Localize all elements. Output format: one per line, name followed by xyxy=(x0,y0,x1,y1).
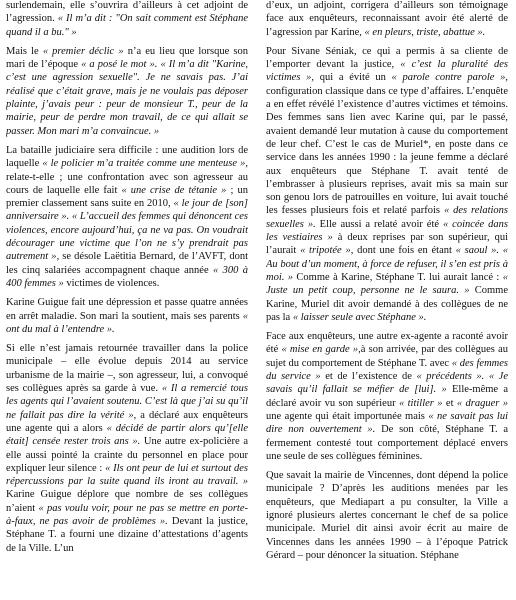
body-text: à deux reprises par son supérieur, qui l’aurait xyxy=(266,232,508,257)
body-text: Pour Sivane Séniak, ce qui a permis à sa cliente de l’emporter devant la justice, xyxy=(266,45,508,71)
body-text: Comme à Karine, Stéphane T. lui aurait lancé : xyxy=(293,271,503,283)
quote-text: « tripotée » xyxy=(300,245,351,257)
quote-text: « des femmes du service » xyxy=(266,357,508,383)
body-text: , configuration classique dans ce type d’affaires. L’enquête a en effet révélé l’existence d’autres victimes et témoins. Des femmes sans lien avec Karine qui, par le passé, avaient demandé leur mutation à cause du comportement de leur chef. C’est le cas de Muriel*, en poste dans ce service dans les années 1990 : la jeune femme a déclaré aux enquêteurs que Stéphane T. avait tenté de l’embrasser à plusieurs reprises, avait mis sa main sur son genou lors de patrouilles en voiture, lui avait touché les fesses plusieurs fois et relaté parfois xyxy=(266,72,508,217)
quote-text: « parole contre parole » xyxy=(391,72,506,84)
quote-text: « c’est la pluralité des victimes » xyxy=(266,59,508,84)
paragraph xyxy=(6,45,248,138)
body-text: Une autre ex-policière a elle aussi pointé la crainte du personnel en place pour expliquer leur silence : xyxy=(6,436,248,474)
body-text: , se désole Laëtitia Bernard, de l’AVFT, dont les cinq salariées accompagnent chaque année xyxy=(6,251,248,276)
quote-text: « le policier m’a traitée comme une menteuse » xyxy=(42,158,246,170)
body-text: Elle-même a déclaré avoir vu son supérieur xyxy=(266,384,508,409)
quote-text: « 300 à 400 femmes » xyxy=(6,264,248,289)
body-text: et de l’existence de xyxy=(320,371,417,383)
quote-text: « le jour de [son] anniversaire ». « L’accueil des femmes qui dénoncent ces violences, encore aujourd’hui, ça ne va pas. On voudrait décourager une victime que l’on ne s’y prendrait pas autrement » xyxy=(6,198,248,263)
body-text: La bataille judiciaire sera difficile : une audition lors de laquelle xyxy=(6,144,248,170)
paragraph xyxy=(6,296,248,336)
body-text: Elle aussi a relaté avoir été xyxy=(315,218,443,230)
body-text: , dont une fois en étant xyxy=(350,245,456,257)
body-text: une agente qui était importunée mais xyxy=(266,410,429,422)
quote-text: « des relations sexuelles ». xyxy=(266,205,508,230)
quote-text: « titiller » xyxy=(398,397,443,409)
paragraph xyxy=(266,469,508,562)
quote-text: « saoul ». « Au bout d’un moment, à force de refuser, il s’en est pris à moi. » xyxy=(266,245,508,283)
quote-text: « Ils ont peur de lui et surtout des répercussions par la suite quand ils iront au travail. » xyxy=(6,462,248,488)
quote-text: « décidé de partir alors qu’[elle était] censée rester trois ans ». xyxy=(6,422,248,448)
quote-text: « pas voulu voir, pour ne pas se mettre en porte-à-faux, ne pas avoir de problèmes ». xyxy=(6,502,248,527)
body-text: ,à son arrivée, par des collègues au sujet du comportement de Stéphane T. avec xyxy=(266,344,508,369)
body-text: Mais le xyxy=(6,45,43,57)
body-text: Que savait la mairie de Vincennes, dont dépend la police municipale ? D’après les auditions menées par les enquêteurs, que Mediapart a pu consulter, la Ville a ignoré plusieurs alertes concernant le chef de sa police municipale. Muriel dit ainsi avoir écrit au maire de Vincennes dans les années 1990 – à l’époque Patrick Gérard – pour dénoncer la situation. Stéphane xyxy=(266,470,508,561)
paragraph xyxy=(6,0,248,39)
body-text: , a déclaré aux enquêteurs une agente qui a alors xyxy=(6,409,248,434)
quote-text: « a posé le mot ». « Il m’a dit "Karine, c’est une agression sexuelle". Je ne savais pas. J’ai réalisé que c’était grave, mais je ne voulais pas déposer plainte, j’avais peur : peur de monsieur T., peur de la mairie, peur de perdre mon travail, de ce qui allait se passer. Mon mari m’a convaincue. » xyxy=(6,59,248,137)
body-text: victimes de violences. xyxy=(63,277,160,289)
quote-text: « mise en garde » xyxy=(281,344,359,356)
paragraph xyxy=(6,144,248,290)
quote-text: « une crise de tétanie » xyxy=(121,184,227,196)
body-text: et xyxy=(442,397,457,409)
quote-text: « ont du mal à l’entendre ». xyxy=(6,310,248,335)
body-text: surlendemain, elle s’ouvrira d’ailleurs à cet adjoint de l’agression. xyxy=(6,0,248,25)
paragraph xyxy=(266,0,508,39)
paragraph xyxy=(266,45,508,324)
left-column xyxy=(6,0,248,600)
quote-text: « précédents ». « Je savais qu’il fallait se méfier de [lui]. » xyxy=(266,371,508,396)
body-text: d’eux, un adjoint, corrigera d’ailleurs son témoignage face aux enquêteurs, reconnaissant avoir été alerté de l’agression par Karine, xyxy=(266,0,508,38)
body-text: Karine Guigue fait une dépression et passe quatre années en arrêt maladie. Son mari la soutient, mais ses parents xyxy=(6,297,248,322)
body-text: Comme Karine, Muriel dit avoir demandé à des collègues de ne pas la xyxy=(266,285,508,323)
paragraph xyxy=(6,342,248,555)
quote-text: « Il a remercié tous les agents qui l’avaient soutenu. C’est là que j’ai su qu’il ne fallait pas dire la vérité » xyxy=(6,383,248,421)
quote-text: « premier déclic » xyxy=(42,45,124,57)
quote-text: « coincée dans les vestiaires » xyxy=(266,218,508,244)
body-text: De son côté, Stéphane T. a fermement contesté tout comportement déplacé envers une seule de ses collègues féminines. xyxy=(266,424,508,462)
body-text: Devant la justice, Stéphane T. a fourni une dizaine d’attestations d’agents de la Ville. L’un xyxy=(6,515,248,554)
quote-text: « ne savait pas lui dire non ouvertement ». xyxy=(266,410,508,436)
body-text: n’a eu lieu que lorsque son mari de l’époque xyxy=(6,45,248,71)
body-text: Si elle n’est jamais retournée travailler dans la police municipale – elle évolue depuis 2014 au service urbanisme de la mairie –, son agresseur, lui, a convoqué ses collègues après sa garde à vue. xyxy=(6,343,248,395)
quote-text: « Juste un petit coup, personne ne le saura. » xyxy=(266,271,508,297)
quote-text: « Il m’a dit : "On sait comment est Stéphane quand il a bu." » xyxy=(6,13,248,38)
paragraph xyxy=(266,330,508,463)
quote-text: « laisser seule avec Stéphane ». xyxy=(292,311,427,323)
body-text: ; un premier classement sans suite en 2010, xyxy=(6,184,248,210)
body-text: , relate-t-elle ; une confrontation avec son agresseur au cours de laquelle elle fait xyxy=(6,158,248,196)
body-text: , qui a évité un xyxy=(311,72,392,84)
body-text: Face aux enquêteurs, une autre ex-agente a raconté avoir été xyxy=(266,331,508,356)
quote-text: « draguer » xyxy=(456,397,508,409)
quote-text: « en pleurs, triste, abattue ». xyxy=(364,26,486,38)
body-text: Karine Guigue déplore que nombre de ses collègues n’aient xyxy=(6,489,248,514)
right-column xyxy=(266,0,508,600)
